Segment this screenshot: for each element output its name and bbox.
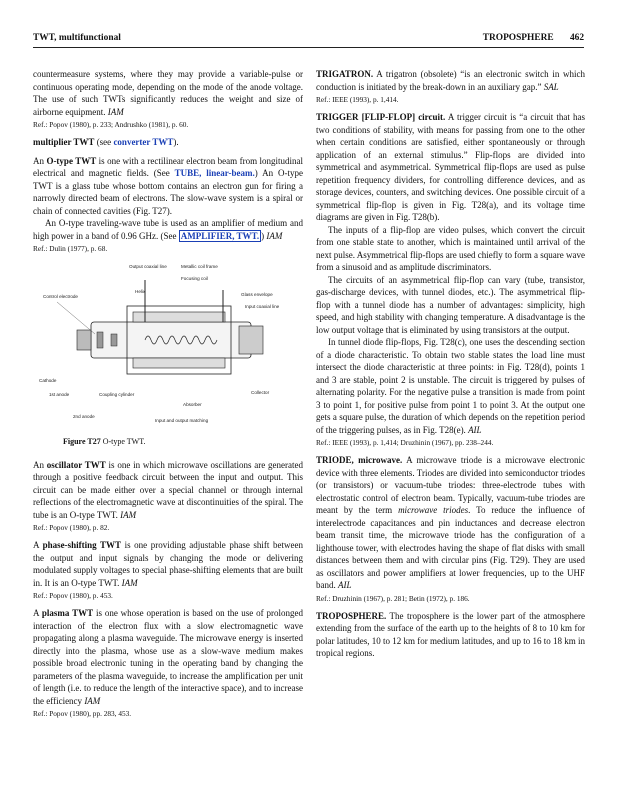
left-column: [33, 68, 303, 719]
focusing-coil-lower: [133, 358, 225, 368]
reference: Ref.: IEEE (1993), p. 1,414; Druzhinin (1967), pp. 238–244.: [316, 438, 494, 447]
figure-label: Cathode: [39, 378, 57, 383]
first-anode: [97, 332, 103, 348]
link-tube-linear-beam[interactable]: TUBE, linear-beam.: [174, 168, 255, 178]
entry-o-type-twt-p2: An O-type traveling-wave tube is used as an amplifier of medium and high power in a band of 0.96 GHz. (See AMPLIFIER, TWT. ) IAM: [33, 218, 303, 241]
entry-trigger-circuit-p3: The circuits of an asymmetrical flip-flop can vary (tube, transistor, gas-discharge devices, with tunnel diodes, etc.). The asymmetrical flip-flop with a tunnel diode has a number of advantages: simplicity, high speed, and high stability with changing temperature. A disadvantage is the low output voltage that is eliminated by using transistors at the output.: [316, 274, 585, 335]
entry-plasma-twt: A plasma TWT is one whose operation is based on the use of prolonged interaction of the electron flux with a slow electromagnetic wave propagating along a plasma waveguide. The microwave energy is inserted directly into the plasma, whose use as a slow-wave medium makes possible broad electronic tuning in the operating band by changing the parameters of the plasma waveguide, to increase the amplification per unit of length (i.e. to reduce the length of the interactive space), and to increase the efficiency IAM: [33, 608, 303, 706]
reference: Ref.: Druzhinin (1967), p. 281; Betin (1972), p. 186.: [316, 593, 470, 603]
entry-troposphere: TROPOSPHERE. The troposphere is the lower part of the atmosphere extending from the surface of the earth up to the heights of 8 to 10 km for polar latitudes, 10 to 12 km for medium latitudes, and up to 16 to 18 km in tropical regions.: [316, 610, 585, 658]
figure-label: Output coaxial line: [129, 264, 167, 269]
entry-multiplier-twt: multiplier TWT (see converter TWT).: [33, 137, 179, 147]
header-section: TROPOSPHERE: [482, 33, 554, 43]
entry-oscillator-twt: An oscillator TWT is one in which microwave oscillations are generated through a positive feedback circuit between the input and output. This circuit can be made either over a special channel or through internal reflections of the electromagnetic wave at discontinuities of the spiral. The tube is an O-type TWT. IAM: [33, 459, 304, 520]
header-rule: [33, 47, 584, 48]
entry-o-type-twt: An O-type TWT is one with a rectilinear electron beam from longitudinal electrical and magnetic fields. (See TUBE, linear-beam.) An O-type TWT is a glass tube whose bottom contains an electron gun for firing a narrowly directed beam of electrons. The slow-wave system is a spiral or chain of connected cavities (Fig. T27).: [33, 155, 304, 216]
entry-phase-shifting-twt: A phase-shifting TWT is one providing adjustable phase shift between the output and input signals by changing the mode or delivering modulated supply voltages to special phase-shifting elements that are built in. It is an O-type TWT. IAM: [33, 540, 303, 588]
figure-label: Input coaxial line: [245, 304, 280, 309]
figure-label: Focusing coil: [181, 276, 208, 281]
second-anode: [111, 334, 117, 346]
entry-trigger-circuit: TRIGGER [FLIP-FLOP] circuit. A trigger circuit is “a circuit that has two conditions of stability, with means for passing from one to the other when certain conditions are satisfied, either spontaneously or through application of an external stimulus.” Flip-flops are divided into symmetrical and asymmetrical. Symmetrical flip-flops are used as pulse repetition frequency dividers, for controlling difference devices, and as storage devices, counters, and switching devices. One possible circuit of a symmetrical flip-flop is given in Fig. T28(a), and its voltage time diagrams are given in Fig. T28(b).: [316, 112, 585, 222]
link-amplifier-twt[interactable]: AMPLIFIER, TWT.: [180, 230, 260, 241]
reference: Ref.: Popov (1980), p. 233; Andrushko (1981), p. 60.: [33, 120, 189, 129]
figure-label: Input and output matching: [155, 418, 209, 423]
header-left: TWT, multifunctional: [33, 33, 121, 43]
running-header: [33, 33, 584, 47]
figure-caption: Figure T27 O-type TWT.: [63, 437, 146, 446]
page-number: 462: [569, 33, 584, 43]
figure-label: Coupling cylinder: [99, 392, 135, 397]
figure-label: 1st anode: [49, 392, 70, 397]
header-right: [469, 33, 584, 43]
link-converter-twt[interactable]: converter TWT: [113, 137, 174, 147]
entry-trigger-circuit-p2: The inputs of a flip-flop are video pulses, which convert the circuit from one stable state to another, which is maintained until arrival of the next pulse. Asymmetrical flip-flops are used chiefly to form a square wave from a sinusoid and as amplitude discriminators.: [316, 224, 585, 272]
cathode: [77, 330, 91, 350]
reference: Ref.: Popov (1980), p. 453.: [33, 591, 113, 600]
focusing-coil: [133, 312, 225, 322]
right-column: [316, 68, 585, 660]
figure-label: Helix: [135, 289, 146, 294]
figure-t27-o-type-twt: [33, 260, 303, 432]
collector: [239, 326, 263, 354]
figure-label: Absorber: [183, 402, 202, 407]
reference: Ref.: IEEE (1993), p. 1,414.: [316, 95, 399, 104]
figure-label: 2nd anode: [73, 414, 95, 419]
reference: Ref.: Popov (1980), pp. 283, 453.: [33, 709, 132, 718]
reference: Ref.: Popov (1980), p. 82.: [33, 523, 110, 532]
entry-trigger-circuit-p4: In tunnel diode flip-flops, Fig. T28(c), one uses the descending section of a diode characteristic. To obtain two stable states the load line must intersect the diode characteristic at three points: in Fig. T28(d), points 1 and 3 are stable, point 2 is unstable. The circuit is triggered by pulses of alternating polarity. For the negative pulse a transition is made from point 3 to point 1, for positive pulse from point 1 to point 3. At the output one gets a square pulse, the duration of which depends on the repetition period of the triggering pulses, as in Fig. T28(e). AIL: [316, 337, 585, 435]
figure-label: Glass envelope: [241, 292, 273, 297]
figure-label: Control electrode: [43, 294, 78, 299]
figure-label: Collector: [251, 390, 270, 395]
entry-continued: countermeasure systems, where they may provide a variable-pulse or continuous operating mode, depending on the mode of the anode voltage. The use of such TWTs significantly reduces the weight and size of airborne equipment. IAM: [33, 69, 303, 117]
entry-triode-microwave: TRIODE, microwave. A microwave triode is a microwave electronic device with three elements. Triodes are divided into semiconductor triodes (or transistors) or vacuum-tube triodes: three-electrode tubes with electrostatic control of electron beam. Typically, vacuum-tube triodes are meant by the term microwave triodes. To reduce the influence of interelectrode capacitances and pin inductances and decrease electron beam transit time, the microwave triode has the configuration of a lighthouse tower, with electrodes having the shape of flat disks with small distances between them and with circular pins (Fig. T29). They are used as oscillators and power amplifiers at lower frequencies, up to the UHF band. AIL: [316, 455, 586, 590]
reference: Ref.: Dulin (1977), p. 68.: [33, 244, 108, 253]
figure-label: Metallic coil frame: [181, 264, 218, 269]
entry-trigatron: TRIGATRON. A trigatron (obsolete) “is an electronic switch in which conduction is initiated by the break-down in an auxiliary gap.” SAL: [316, 69, 585, 92]
